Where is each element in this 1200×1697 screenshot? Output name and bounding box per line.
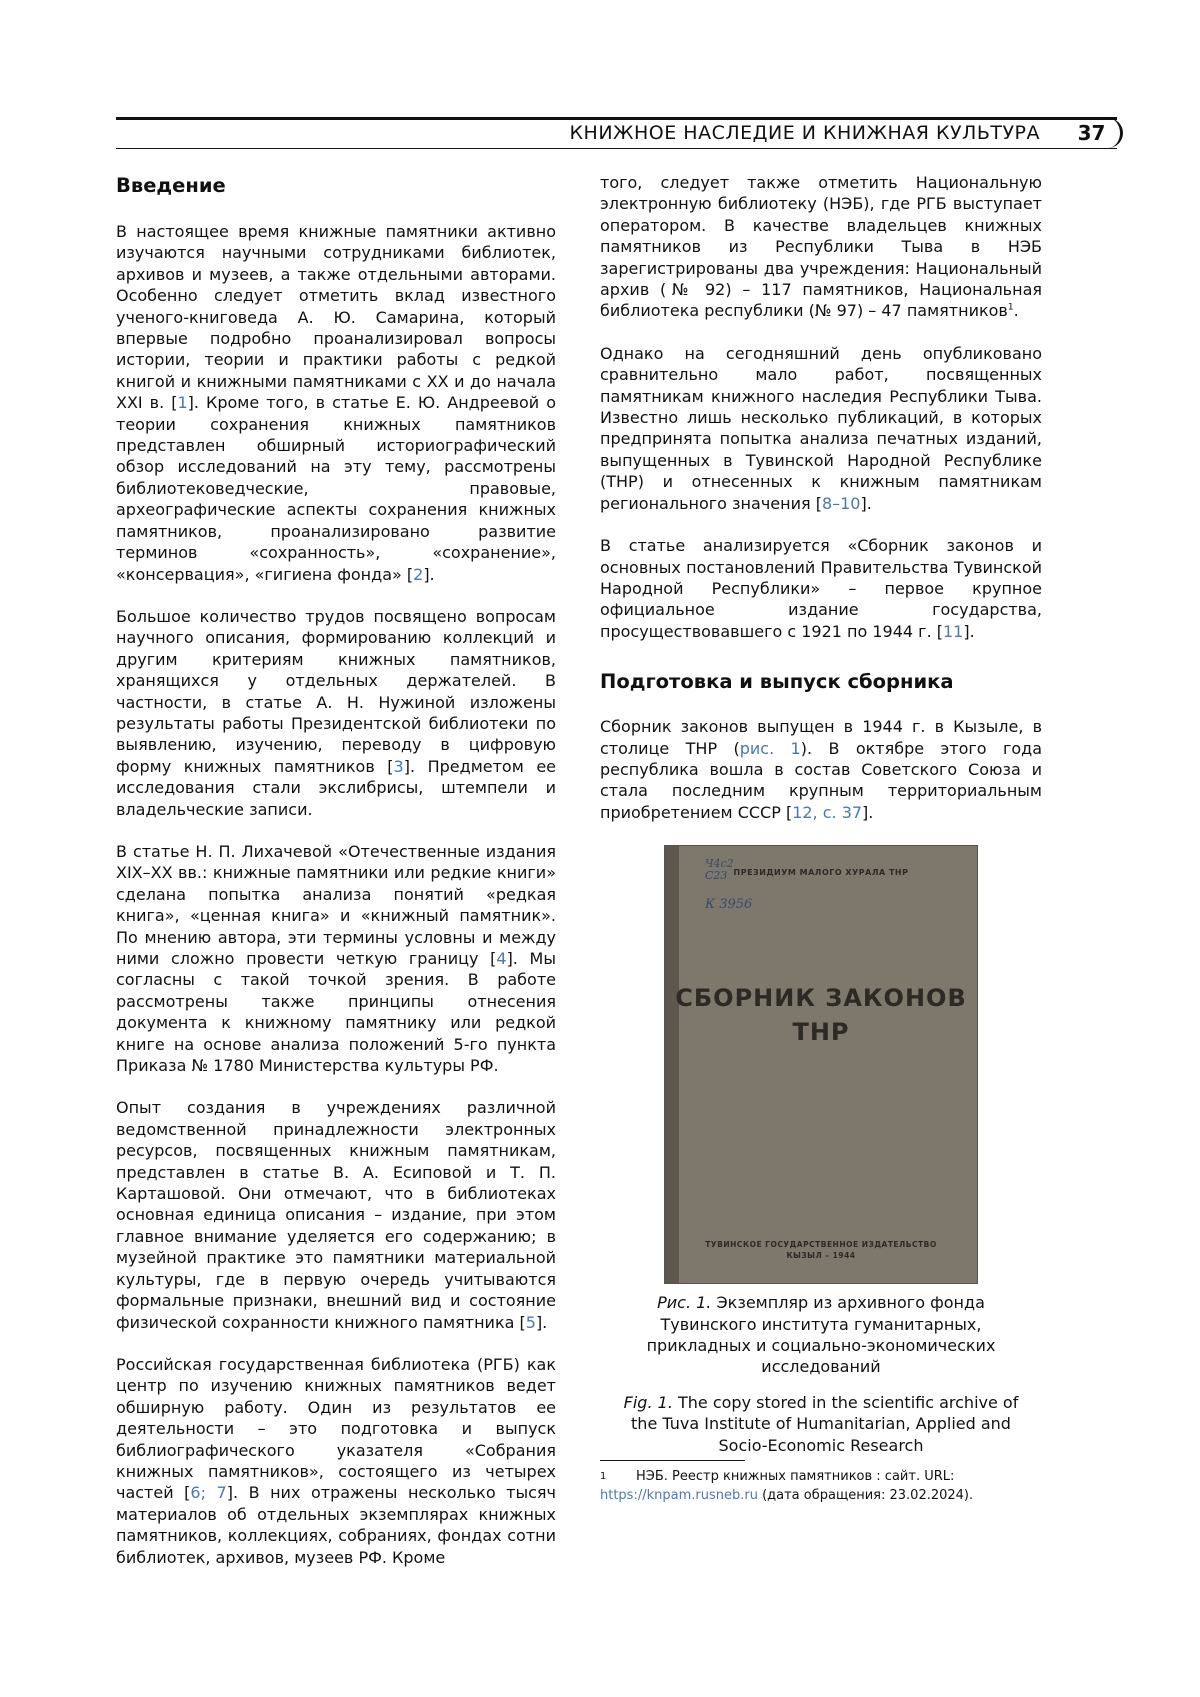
paragraph	[116, 221, 556, 585]
text: ]. В них отражены несколько тысяч материалов об отдельных экземплярах книжных памятников, коллекциях, собраниях, фондах сотни библиотек, архивов, музеев РФ. Кроме	[116, 1483, 556, 1566]
caption-text: The copy stored in the scientific archive of the Tuva Institute of Humanitarian, Applied and Socio-Economic Research	[631, 1393, 1018, 1455]
cover-stamp: ПРЕЗИДИУМ МАЛОГО ХУРАЛА ТНР	[665, 862, 977, 883]
text: ].	[423, 565, 434, 584]
cover-publisher	[665, 1239, 977, 1261]
footnote-number: 1	[600, 1467, 636, 1486]
text: Сборник законов выпущен в 1944 г. в Кызыле, в столице ТНР (	[600, 717, 1042, 757]
citation-link[interactable]: 4	[496, 949, 506, 968]
book-spine	[665, 846, 679, 1283]
section-heading-introduction: Введение	[116, 174, 556, 198]
text: Опыт создания в учреждениях различной ведомственной принадлежности электронных ресурсов, посвященных книжным памятникам, представлен в статье В. А. Есиповой и Т. П. Карташовой. Они отмечают, что в библиотеках основная единица описания – издание, при этом главное внимание уделяется его содержанию; в музейной практике это памятники материальной культуры, где в первую очередь учитываются формальные признаки, внешний вид и состояние физической сохранности книжного памятника [	[116, 1098, 556, 1331]
text: ]. Предметом ее исследования стали экслибрисы, штемпели и владельческие записи.	[116, 757, 556, 819]
text: Большое количество трудов посвящено вопросам научного описания, формированию коллекций и другим критериям книжных памятников, хранящихся у отдельных держателей. В частности, в статье А. Н. Нужиной изложены результаты работы Президентской библиотеки по выявлению, изучению, переводу в цифровую форму книжных памятников [	[116, 607, 556, 776]
footnote-text: НЭБ. Реестр книжных памятников : сайт. URL:	[636, 1469, 954, 1484]
book-cover-photo	[664, 845, 978, 1284]
paragraph	[600, 343, 1042, 514]
inventory-number: К 3956	[705, 894, 752, 915]
text: В настоящее время книжные памятники активно изучаются научными сотрудниками библиотек, архивов и музеев, а также отдельными авторами. Особенно следует отметить вклад известного ученого-книговеда А. Ю. Самарина, который впервые подробно проанализировал вопросы истории, теории и практики работы с редкой книгой и книжными памятниками с XX и до начала XXI в. [	[116, 222, 556, 412]
footnote-text: (дата обращения: 23.02.2024).	[758, 1488, 973, 1503]
figure-caption-english	[614, 1392, 1028, 1456]
caption-label: Fig. 1.	[624, 1393, 673, 1412]
text: ].	[536, 1313, 547, 1332]
paragraph	[116, 1354, 556, 1568]
text: ].	[860, 494, 871, 513]
citation-link[interactable]: 2	[413, 565, 423, 584]
shelfmark-line: С23	[705, 870, 734, 882]
left-column	[116, 170, 556, 1589]
paragraph	[116, 1097, 556, 1332]
text: .	[1014, 301, 1019, 320]
citation-link[interactable]: 11	[943, 622, 963, 641]
text: ].	[963, 622, 974, 641]
section-heading-preparation: Подготовка и выпуск сборника	[600, 670, 1042, 694]
footnote-url-link[interactable]: https://knpam.rusneb.ru	[600, 1488, 758, 1503]
text: ). В октябре этого года республика вошла в состав Советского Союза и стала последним крупным территориальным приобретением СССР [	[600, 739, 1042, 822]
cover-title-line: ТНР	[665, 1015, 977, 1049]
running-title: КНИЖНОЕ НАСЛЕДИЕ И КНИЖНАЯ КУЛЬТУРА	[560, 122, 1040, 144]
footnote	[600, 1467, 1042, 1505]
text: ]. Мы согласны с такой точкой зрения. В работе рассмотрены также принципы отнесения документа к книжному памятнику или редкой книге на основе анализа положений 5-го пункта Приказа № 1780 Министерства культуры РФ.	[116, 949, 556, 1075]
figure-link[interactable]: рис. 1	[740, 739, 801, 758]
text: Однако на сегодняшний день опубликовано сравнительно мало работ, посвященных памятникам книжного наследия Республики Тыва. Известно лишь несколько публикаций, в которых предпринята попытка анализа печатных изданий, выпущенных в Тувинской Народной Республике (ТНР) и отнесенных к книжным памятникам регионального значения [	[600, 344, 1042, 513]
page-number: 37	[1063, 118, 1123, 148]
text: В статье анализируется «Сборник законов и основных постановлений Правительства Тувинской Народной Республики» – первое крупное официальное издание государства, просуществовавшего с 1921 по 1944 г. [	[600, 536, 1042, 641]
paragraph	[600, 172, 1042, 322]
right-column	[600, 172, 1042, 1505]
paragraph	[600, 535, 1042, 642]
citation-link[interactable]: 8–10	[822, 494, 861, 513]
caption-label: Рис. 1.	[657, 1293, 711, 1312]
header-rule-bottom	[116, 148, 1117, 149]
figure-caption	[614, 1292, 1028, 1378]
shelfmark-line: Ч4с2	[705, 858, 734, 870]
footnote-marker[interactable]: 1	[1008, 303, 1014, 313]
text: ].	[862, 803, 873, 822]
paragraph	[116, 606, 556, 820]
header-rule-top	[116, 117, 1117, 120]
text: В статье Н. П. Лихачевой «Отечественные издания XIX–XX вв.: книжные памятники или редкие книги» сделана попытка анализа понятий «редкая книга», «ценная книга» и «книжный памятник». По мнению автора, эти термины условны и между ними сложно провести четкую границу [	[116, 842, 556, 968]
text: ]. Кроме того, в статье Е. Ю. Андреевой о теории сохранения книжных памятников представлен обширный историографический обзор исследований на эту тему, рассмотрены библиотековедческие, правовые, археографические аспекты сохранения книжных памятников, проанализировано развитие терминов «сохранность», «сохранение», «консервация», «гигиена фонда» [	[116, 393, 556, 583]
cover-title-line: СБОРНИК ЗАКОНОВ	[665, 981, 977, 1015]
paragraph	[116, 841, 556, 1076]
citation-link[interactable]: 1	[177, 393, 187, 412]
footnote-rule	[600, 1460, 745, 1461]
caption-text: Экземпляр из архивного фонда Тувинского института гуманитарных, прикладных и социально-экономических исследований	[647, 1293, 996, 1376]
citation-link[interactable]: 5	[526, 1313, 536, 1332]
publisher-line: КЫЗЫЛ – 1944	[665, 1250, 977, 1261]
citation-link[interactable]: 12, с. 37	[792, 803, 862, 822]
text: Российская государственная библиотека (РГБ) как центр по изучению книжных памятников ведет обширную работу. Один из результатов ее деятельности – это подготовка и выпуск библиографического указателя «Собрания книжных памятников», состоящего из четырех частей [	[116, 1355, 556, 1502]
citation-link[interactable]: 3	[394, 757, 404, 776]
publisher-line: ТУВИНСКОЕ ГОСУДАРСТВЕННОЕ ИЗДАТЕЛЬСТВО	[665, 1239, 977, 1250]
text: того, следует также отметить Национальную электронную библиотеку (НЭБ), где РГБ выступает оператором. В качестве владельцев книжных памятников из Республики Тыва в НЭБ зарегистрированы два учреждения: Национальный архив (№ 92) – 117 памятников, Национальная библиотека республики (№ 97) – 47 памятников	[600, 173, 1042, 320]
citation-link[interactable]: 6; 7	[190, 1483, 226, 1502]
paragraph	[600, 716, 1042, 823]
cover-title	[665, 981, 977, 1049]
